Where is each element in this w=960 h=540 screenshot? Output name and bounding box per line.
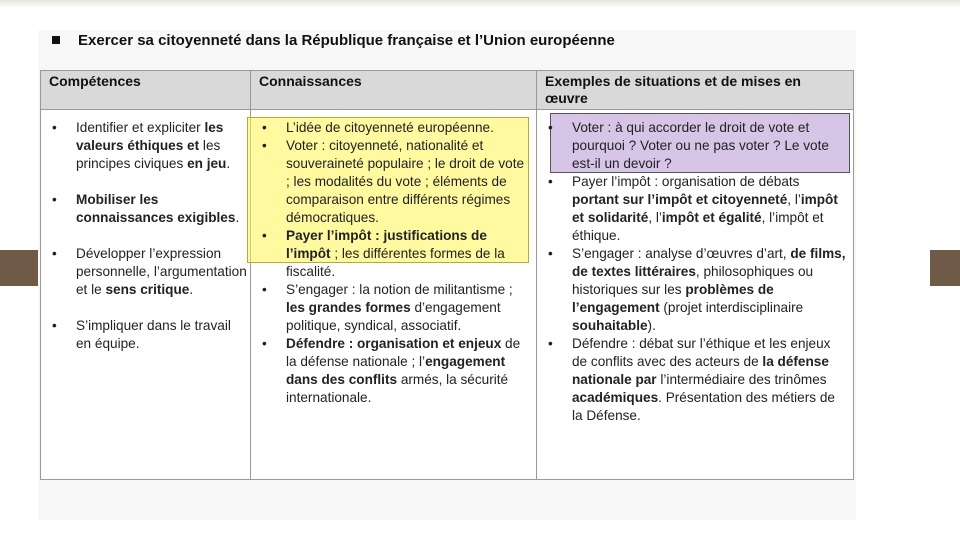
competences-list — [42, 119, 247, 353]
text: L’idée de citoyenneté européenne. — [286, 120, 494, 135]
text: Voter : à qui accorder le droit de vote et pourquoi ? Voter ou ne pas voter ? Le vote est-il un devoir ? — [572, 120, 829, 171]
top-edge — [0, 0, 960, 8]
text: . — [189, 282, 194, 297]
bold-text: la défense nationale par — [572, 354, 829, 387]
bold-text: impôt et solidarité — [572, 192, 838, 225]
text: Défendre : débat sur l’éthique et les enjeux de conflits avec des acteurs de — [572, 336, 831, 369]
text: (projet interdisciplinaire — [659, 300, 804, 315]
list-item — [252, 227, 527, 281]
bold-text: de films, de textes littéraires — [572, 246, 846, 279]
text: les principes civiques — [76, 138, 221, 171]
list-item — [538, 335, 848, 425]
list-item — [538, 245, 848, 335]
list-item — [538, 173, 848, 245]
list-item — [42, 191, 247, 227]
text: , l’ — [787, 192, 801, 207]
text: ; les différentes formes de la fiscalité. — [286, 246, 505, 279]
bold-text: Payer l’impôt : justifications de l’impôt — [286, 228, 487, 261]
right-wood-bar — [930, 250, 960, 286]
exemples-list — [538, 119, 848, 425]
bold-text: Mobiliser les connaissances exigibles — [76, 192, 236, 225]
square-bullet-icon — [52, 36, 60, 44]
header-divider — [41, 109, 853, 110]
header-connaissances: Connaissances — [251, 71, 536, 109]
text: . — [235, 210, 240, 225]
text: S’impliquer dans le travail en équipe. — [76, 318, 231, 351]
text: de la défense nationale ; l’ — [286, 336, 521, 369]
text: , l’impôt et éthique. — [572, 210, 824, 243]
list-item — [252, 137, 527, 227]
list-item — [42, 119, 247, 173]
bold-text: sens critique — [105, 282, 190, 297]
text: , l’ — [648, 210, 662, 225]
text: S’engager : analyse d’œuvres d’art, — [572, 246, 791, 261]
list-item — [42, 317, 247, 353]
text: , philosophiques ou historiques sur les — [572, 264, 814, 297]
text: . Présentation des métiers de la Défense. — [572, 390, 835, 423]
list-item — [42, 245, 247, 299]
text: S’engager : la notion de militantisme ; — [286, 282, 513, 297]
bold-text: portant sur l’impôt et citoyenneté — [572, 192, 788, 207]
page-title: Exercer sa citoyenneté dans la République française et l’Union européenne — [52, 32, 615, 49]
text: Développer l’expression personnelle, l’argumentation et le — [76, 246, 247, 297]
bold-text: les grandes formes — [286, 300, 411, 315]
list-item — [538, 119, 848, 173]
text: Identifier et expliciter — [76, 120, 205, 135]
bold-text: en jeu — [187, 156, 227, 171]
bold-text: engagement dans des conflits — [286, 354, 506, 387]
column-divider-2 — [536, 71, 537, 479]
text: . — [226, 156, 231, 171]
text: ). — [647, 318, 656, 333]
text: l’intermédiaire des trinômes — [656, 372, 827, 387]
bold-text: les valeurs éthiques et — [76, 120, 224, 153]
text: armés, la sécurité internationale. — [286, 372, 509, 405]
list-item — [252, 281, 527, 335]
bold-text: Défendre : organisation et enjeux — [286, 336, 502, 351]
text: Payer l’impôt : organisation de débats — [572, 174, 800, 189]
connaissances-list — [252, 119, 527, 407]
list-item — [252, 119, 527, 137]
text: d’engagement politique, syndical, associatif. — [286, 300, 501, 333]
list-item — [252, 335, 527, 407]
bold-text: impôt et égalité — [661, 210, 762, 225]
bold-text: souhaitable — [572, 318, 648, 333]
header-competences: Compétences — [41, 71, 250, 109]
left-wood-bar — [0, 250, 38, 286]
bold-text: problèmes de l’engagement — [572, 282, 774, 315]
header-exemples: Exemples de situations et de mises en œuvre — [537, 71, 853, 109]
text: Voter : citoyenneté, nationalité et souveraineté populaire ; le droit de vote ; les modalités du vote ; éléments de comparaison entre différents régimes démocratiques. — [286, 138, 525, 225]
bold-text: académiques — [572, 390, 659, 405]
